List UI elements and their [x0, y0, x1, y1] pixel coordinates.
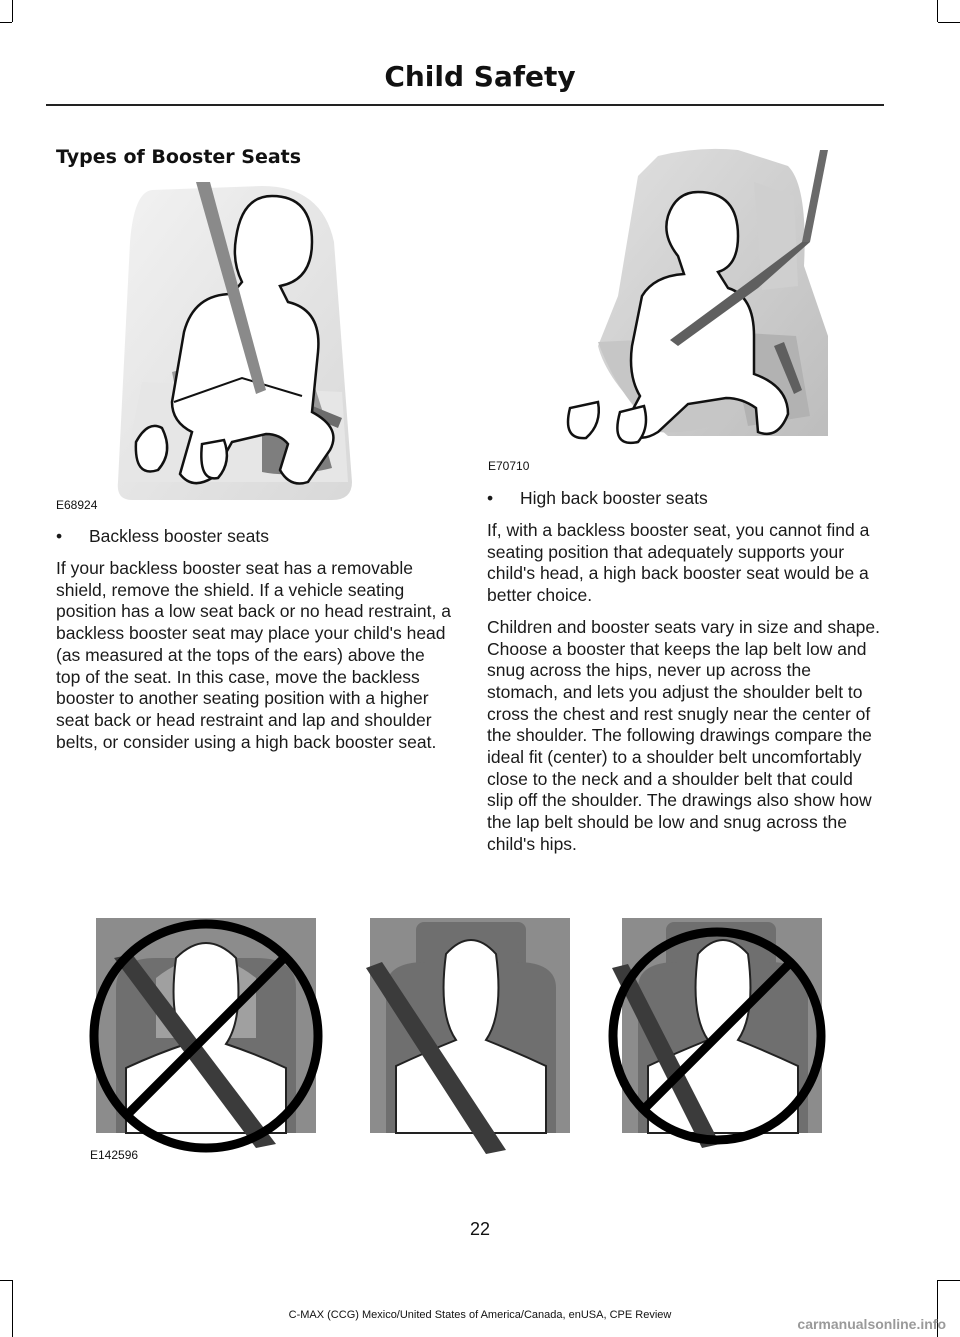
left-text-column: [56, 524, 452, 763]
backless-booster-illustration: [112, 182, 362, 500]
crop-mark-top-right-v: [937, 0, 938, 22]
high-back-paragraph-1: If, with a backless booster seat, you cannot find a seating position that adequately supports your child's head, a high back booster seat would be a better choice.: [487, 520, 870, 606]
footer-text: C-MAX (CCG) Mexico/United States of America/Canada, enUSA, CPE Review: [288, 1309, 672, 1321]
bullet-marker: •: [56, 526, 63, 546]
page-title: Child Safety: [384, 60, 576, 93]
page-number: 22: [469, 1219, 491, 1239]
bullet-marker: •: [487, 488, 494, 508]
bullet-high-back: [487, 486, 883, 510]
crop-mark-top-left-v: [12, 0, 13, 22]
figure-id-high-back: E70710: [488, 459, 530, 473]
right-text-column: [487, 486, 883, 866]
bullet-backless: [56, 524, 452, 548]
header-divider: [46, 104, 884, 106]
watermark: carmanualsonline.info: [797, 1316, 946, 1332]
high-back-booster-illustration: [558, 146, 834, 452]
belt-fit-comparison-illustration: [86, 918, 828, 1158]
section-heading: Types of Booster Seats: [56, 146, 302, 168]
backless-paragraph: If your backless booster seat has a removable shield, remove the shield. If a vehicle seating position has a low seat back or no head restraint, a backless booster seat may place your child's head (as measured at the tops of the ears) above the top of the seat. In this case, move the backless booster to another seating position with a higher seat back or head restraint and lap and shoulder belts, or consider using a high back booster seat.: [56, 558, 451, 752]
crop-mark-top-left-h: [0, 22, 12, 23]
bullet-backless-text: Backless booster seats: [89, 526, 269, 546]
figure-id-belt-fit: E142596: [90, 1148, 139, 1162]
crop-mark-bottom-right-h: [938, 1280, 960, 1281]
crop-mark-top-right-h: [938, 22, 960, 23]
figure-id-backless: E68924: [56, 498, 98, 512]
high-back-paragraph-2: Children and booster seats vary in size and shape. Choose a booster that keeps the lap belt low and snug across the hips, never up across the stomach, and lets you adjust the shoulder belt to cross the chest and rest snugly near the center of the shoulder. The following drawings compare the ideal fit (center) to a shoulder belt uncomfortably close to the neck and a shoulder belt that could slip off the shoulder. The drawings also show how the lap belt should be low and snug across the child's hips.: [487, 616, 881, 854]
belt-fit-slip-off-panel: [612, 918, 822, 1148]
belt-fit-too-close-panel: [94, 918, 318, 1148]
crop-mark-bottom-left-h: [0, 1280, 12, 1281]
belt-fit-ideal-panel: [366, 918, 570, 1154]
bullet-high-back-text: High back booster seats: [520, 488, 708, 508]
